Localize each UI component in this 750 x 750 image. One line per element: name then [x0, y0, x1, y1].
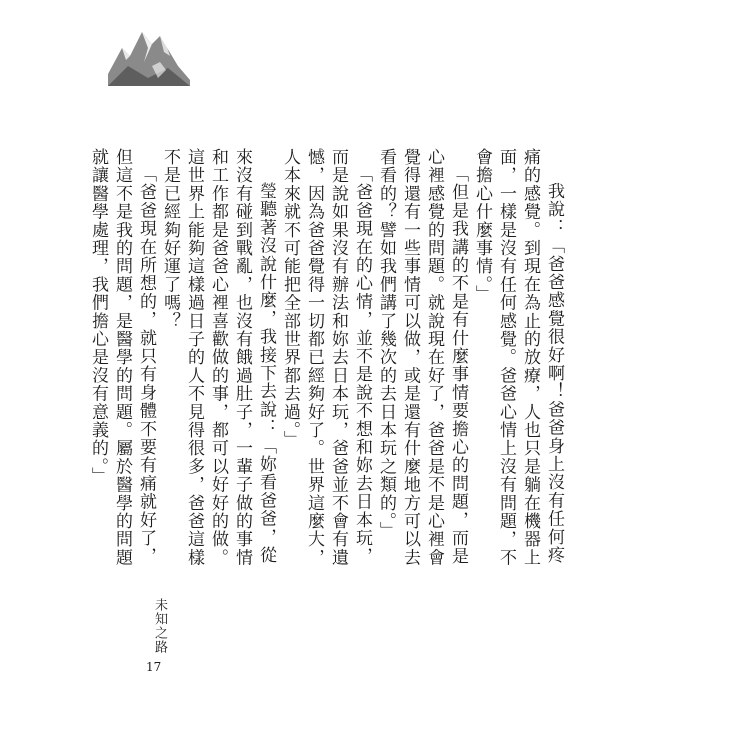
paragraph: 我說：「爸爸感覺很好啊！爸爸身上沒有任何疼痛的感覺。到現在為止的放療，人也只是躺在機器上面，一樣是沒有任何感覺。爸爸心情上沒有問題，不會擔心什麼事情。」	[472, 148, 564, 567]
page-number: 17	[146, 660, 162, 674]
mountain-icon	[108, 22, 190, 86]
paragraph: 「但是我講的不是有什麼事情要擔心的問題，而是心裡感覺的問題。就說現在好了，爸爸是不是心裡會覺得還有一些事情可以做，或是還有什麼地方可以去看看的？譬如我們講了幾次的去日本玩之類的。」	[376, 148, 468, 567]
body-text	[86, 148, 566, 568]
paragraph: 瑩聽著沒說什麼，我接下去說：「妳看爸爸，從來沒有碰到戰亂，也沒有餓過肚子，一輩子做的事情和工作都是爸爸心裡喜歡做的事，都可以好好的做。這世界上能夠這樣過日子的人不見得很多，爸爸這樣不是已經夠好運了嗎？	[160, 148, 276, 567]
paragraph: 「爸爸現在所想的，就只有身體不要有痛就好了，但這不是我的問題，是醫學的問題。屬於醫學的問題就讓醫學處理，我們擔心是沒有意義的。」	[88, 148, 156, 567]
paragraph: 「爸爸現在的心情，並不是說不想和妳去日本玩，而是說如果沒有辦法和妳去日本玩，爸爸並不會有遺憾，因為爸爸覺得一切都已經夠好了。世界這麼大，人本來就不可能把全部世界都去過。」	[280, 148, 372, 567]
book-title: 未知之路	[152, 598, 167, 654]
